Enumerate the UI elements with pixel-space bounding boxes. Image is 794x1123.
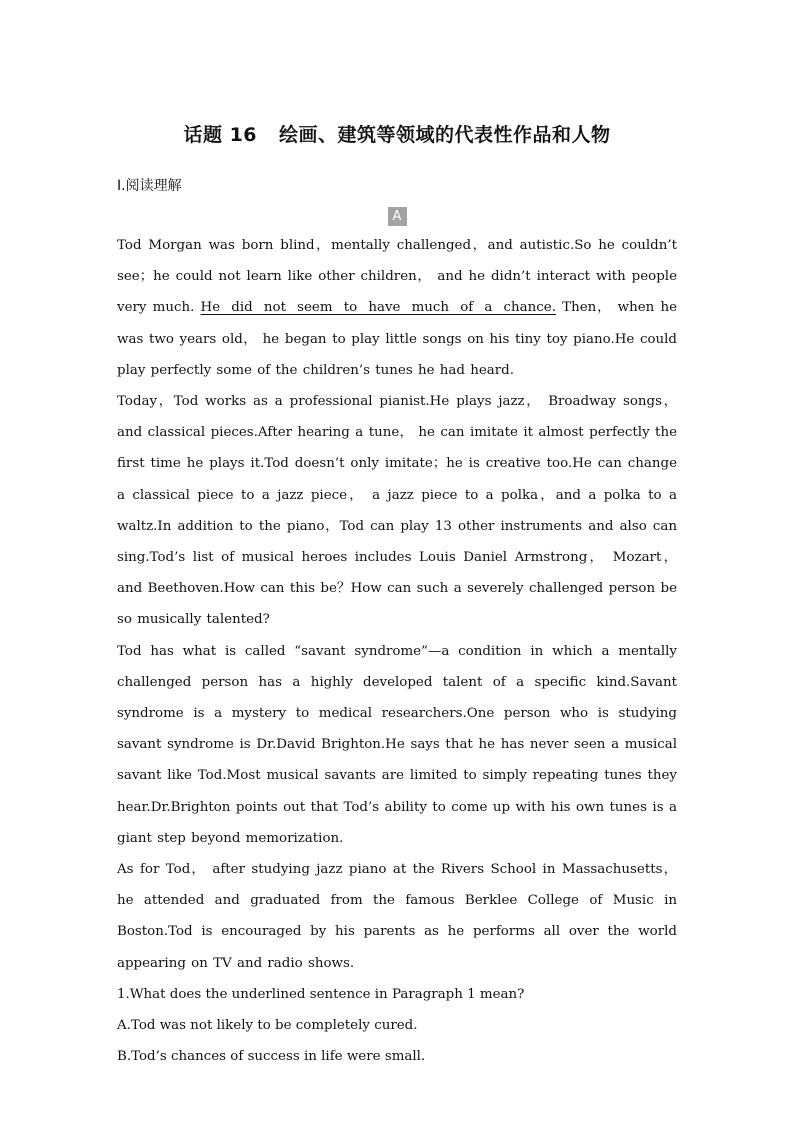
- question-stem: 1.What does the underlined sentence in Paragraph 1 mean?: [117, 986, 525, 1002]
- section-heading: Ⅰ.阅读理解: [117, 178, 182, 194]
- passage-label: A: [388, 207, 407, 226]
- passage-label-row: [117, 204, 677, 228]
- underlined-sentence: He did not seem to have much of a chance.: [200, 300, 556, 316]
- paragraph-1-end: Then， when he was two years old， he began to play little songs on his tiny toy piano.He could play perfectly some of the children’s tunes he had heard.: [117, 300, 678, 378]
- page-title: [117, 118, 677, 152]
- topic-subject: 绘画、建筑等领域的代表性作品和人物: [279, 124, 611, 146]
- topic-number: 话题 16: [183, 124, 258, 146]
- paragraph-2: Today，Tod works as a professional pianist.He plays jazz， Broadway songs， and classical pieces.After hearing a tune， he can imitate it almost perfectly the first time he plays it.Tod doesn’t only imitate；he is creative too.He can change a classical piece to a jazz piece， a jazz piece to a polka，and a polka to a waltz.In addition to the piano，Tod can play 13 other instruments and also can sing.Tod’s list of musical heroes includes Louis Daniel Armstrong， Mozart， and Beethoven.How can this be？How can such a severely challenged person be so musically talented?: [117, 394, 677, 628]
- paragraph-4: As for Tod， after studying jazz piano at the Rivers School in Massachusetts， he attended and graduated from the famous Berklee College of Music in Boston.Tod is encouraged by his parents as he performs all over the world appearing on TV and radio shows.: [117, 862, 677, 971]
- option-a: A.Tod was not likely to be completely cured.: [117, 1018, 418, 1034]
- option-b: B.Tod’s chances of success in life were small.: [117, 1049, 426, 1065]
- paragraph-3: Tod has what is called “savant syndrome”—a condition in which a mentally challenged person has a highly developed talent of a specific kind.Savant syndrome is a mystery to medical researchers.One person who is studying savant syndrome is Dr.David Brighton.He says that he has never seen a musical savant like Tod.Most musical savants are limited to simply repeating tunes they hear.Dr.Brighton points out that Tod’s ability to come up with his own tunes is a giant step beyond memorization.: [117, 643, 677, 846]
- paragraph-1: [117, 230, 677, 386]
- paragraph-1-start: Tod Morgan was born blind，mentally challenged，and autistic.So he couldn’t see；he could not learn like other children， and he didn’t interact with people very much.: [117, 238, 677, 316]
